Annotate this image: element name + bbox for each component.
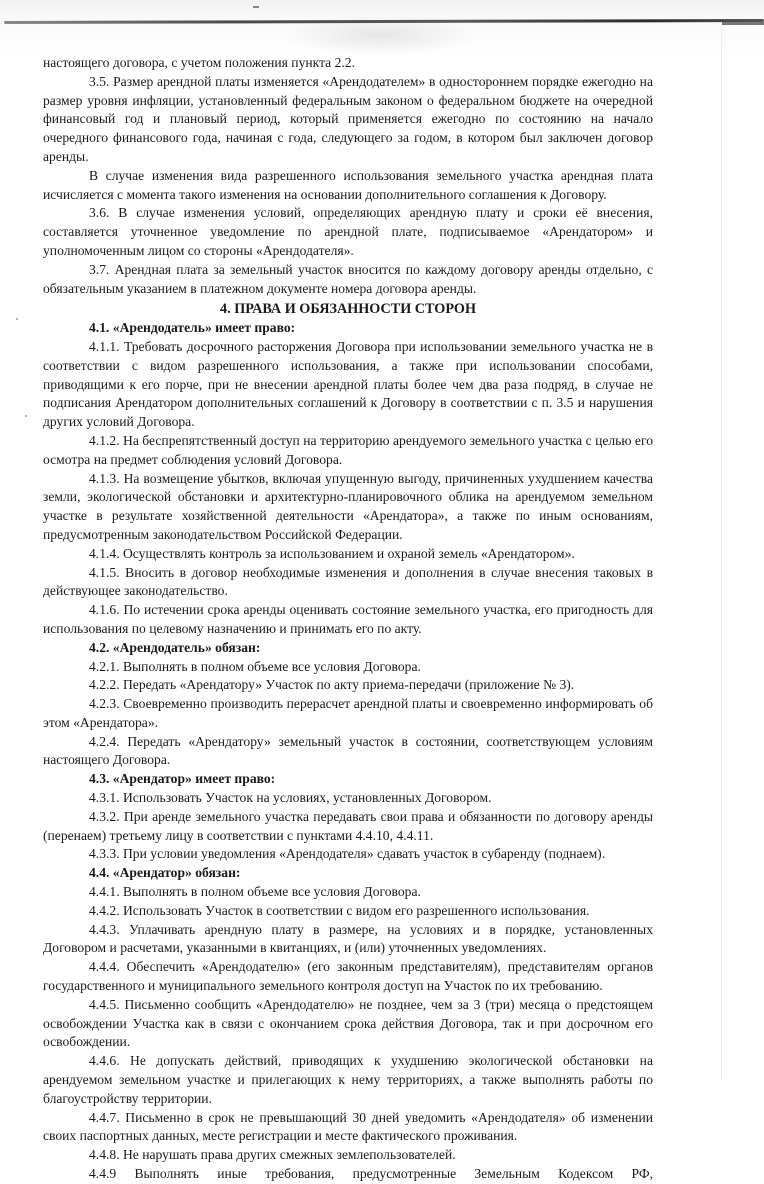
- clause: 4.4.7. Письменно в срок не превышающий 30 дней уведомить «Арендодателя» об изменении своих паспортных данных, месте регистрации и месте фактического проживания.: [43, 1109, 653, 1144]
- clause: 4.4.6. Не допускать действий, приводящих к ухудшению экологической обстановки на арендуемом земельном участке и прилегающих к нему территориях, а также выполнять работы по благоустройству территории.: [43, 1053, 653, 1106]
- clause: 4.3.3. При условии уведомления «Арендодателя» сдавать участок в субаренду (поднаем).: [89, 846, 606, 862]
- subsection-heading: 4.3. «Арендатор» имеет право:: [89, 771, 276, 787]
- continuation-text: настоящего договора, с учетом положения пункта 2.2.: [43, 55, 356, 70]
- clause: 4.3.2. При аренде земельного участка передавать свои права и обязанности по договору аренды (перенаем) третьему лицу в соответствии с пунктами 4.4.10, 4.4.11.: [43, 808, 653, 843]
- scan-speck: [25, 415, 27, 417]
- clause: 4.4.8. Не нарушать права других смежных землепользователей.: [89, 1147, 456, 1163]
- clause: 4.2.4. Передать «Арендатору» земельный участок в состоянии, соответствующем условиям настоящего Договора.: [43, 733, 653, 768]
- chapter-heading: 4. ПРАВА И ОБЯЗАННОСТИ СТОРОН: [220, 301, 476, 318]
- clause-3-6: 3.6. В случае изменения условий, определяющих арендную плату и сроки её внесения, составляется уточненное уведомление по арендной плате, подписываемое «Арендатором» и уполномоченным лицом со стороны «Арендодателя».: [43, 205, 653, 258]
- scan-speck: [16, 318, 18, 320]
- clause-truncated: 4.4.9 Выполнять иные требования, предусмотренные Земельным Кодексом РФ,: [89, 1166, 653, 1182]
- clause: 4.3.1. Использовать Участок на условиях, установленных Договором.: [89, 790, 492, 806]
- page-right-tab-edge: [722, 22, 764, 25]
- scan-mark: [253, 6, 259, 8]
- clause: 4.2.3. Своевременно производить перерасчет арендной платы и своевременно информировать об этом «Арендатора».: [43, 696, 653, 730]
- subsection-heading: 4.4. «Арендатор» обязан:: [89, 865, 241, 881]
- document-page: [43, 54, 653, 1184]
- clause-3-7: 3.7. Арендная плата за земельный участок вносится по каждому договору аренды отдельно, с обязательным указанием в платежном документе номера договора аренды.: [43, 261, 653, 296]
- clause: 4.1.2. На беспрепятственный доступ на территорию арендуемого земельного участка с целью его осмотра на предмет соблюдения условий Договора.: [43, 432, 653, 467]
- clause: 4.4.3. Уплачивать арендную плату в размере, на условиях и в порядке, установленных Договором и расчетами, указанными в квитанциях, и (или) уточненных уведомлениях.: [43, 921, 653, 956]
- clause: 4.4.1. Выполнять в полном объеме все условия Договора.: [89, 884, 421, 900]
- clause: 4.1.1. Требовать досрочного расторжения Договора при использовании земельного участка не в соответствии с видом разрешенного использования, а также при использовании способами, приводящими к его порче, при не внесении арендной платы более чем два раза подряд, в случае не подписания Арендатором дополнительных соглашений к Договору в соответствии с п. 3.5 и нарушения других условий Договора.: [43, 338, 653, 430]
- clause: 4.1.4. Осуществлять контроль за использованием и охраной земель «Арендатором».: [89, 545, 575, 561]
- clause: 4.4.2. Использовать Участок в соответствии с видом его разрешенного использования.: [89, 902, 590, 918]
- subsection-heading: 4.1. «Арендодатель» имеет право:: [89, 320, 296, 336]
- clause: 4.2.2. Передать «Арендатору» Участок по акту приема-передачи (приложение № 3).: [89, 677, 575, 693]
- clause: 4.1.6. По истечении срока аренды оценивать состояние земельного участка, его пригодность для использования по целевому назначению и принимать его по акту.: [43, 602, 653, 636]
- page-right-edge: [721, 25, 722, 1080]
- clause-3-5-note: В случае изменения вида разрешенного использования земельного участка арендная плата исчисляется с момента такого изменения на основании дополнительного соглашения к Договору.: [43, 167, 653, 202]
- clause: 4.4.4. Обеспечить «Арендодателю» (его законным представителям), представителям органов государственного и муниципального земельного контроля доступ на Участок по их требованию.: [43, 959, 653, 994]
- subsection-heading: 4.2. «Арендодатель» обязан:: [89, 639, 261, 655]
- clause: 4.4.5. Письменно сообщить «Арендодателю» не позднее, чем за 3 (три) месяца о предстоящем освобождении Участка как в связи с окончанием срока действия Договора, так и при досрочном его освобождении.: [43, 996, 653, 1050]
- clause-3-5: 3.5. Размер арендной платы изменяется «Арендодателем» в одностороннем порядке ежегодно на размер уровня инфляции, установленный федеральным законом о федеральном бюджете на очередной финансовый год и плановый период, который применяется ежегодно по состоянию на начало очередного финансового года, начиная с года, следующего за годом, в котором был заключен договор аренды.: [43, 73, 653, 164]
- clause: 4.1.5. Вносить в договор необходимые изменения и дополнения в случае внесения таковых в действующее законодательство.: [43, 564, 653, 599]
- clause: 4.1.3. На возмещение убытков, включая упущенную выгоду, причиненных ухудшением качества земли, экологической обстановки и архитектурно-планировочного облика на арендуемом земельном участке в результате хозяйственной деятельности «Арендатора», а также по иным основаниям, предусмотренным законодательством Российской Федерации.: [43, 470, 653, 542]
- clause: 4.2.1. Выполнять в полном объеме все условия Договора.: [89, 658, 421, 674]
